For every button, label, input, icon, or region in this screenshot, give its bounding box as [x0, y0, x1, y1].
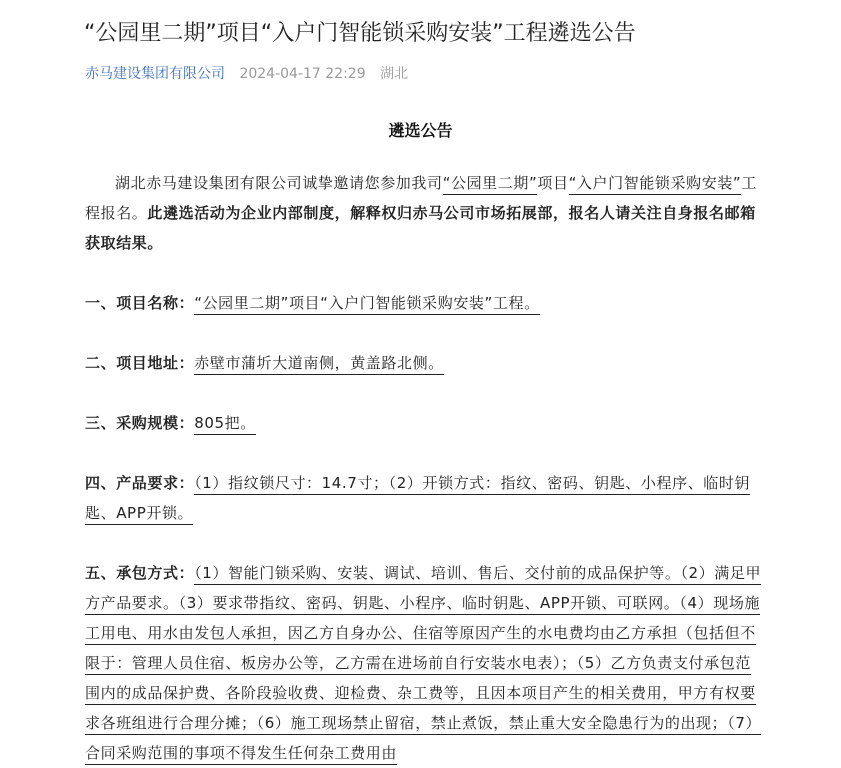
article-title: “公园里二期”项目“入户门智能锁采购安装”工程遴选公告	[84, 21, 636, 46]
section-contract-method	[85, 558, 765, 768]
section-label: 二、项目地址：	[85, 354, 195, 372]
section-product-requirements	[85, 468, 765, 528]
intro-project-name: “公园里二期”	[443, 174, 538, 195]
section-value: （1）智能门锁采购、安装、调试、培训、售后、交付前的成品保护等。（2）满足甲方产品要求。（3）要求带指纹、密码、钥匙、小程序、临时钥匙、APP开锁、可联网。（4）现场施工用电、用水由发包人承担，因乙方自身办公、住宿等原因产生的水电费均由乙方承担（包括但不限于：管理人员住宿、板房办公等，乙方需在进场前自行安装水电表）；（5）乙方负责支付承包范围内的成品保护费、各阶段验收费、迎检费、杂工费等，且因本项目产生的相关费用，甲方有权要求各班组进行合理分摊；（6）施工现场禁止留宿，禁止煮饭，禁止重大安全隐患行为的出现；（7）合同采购范围的事项不得发生任何杂工费用由	[85, 564, 761, 765]
section-value: 805把。	[194, 414, 256, 435]
section-purchase-scale	[85, 408, 765, 438]
article-meta	[85, 64, 408, 84]
section-value: （1）指纹锁尺寸：14.7寸；（2）开锁方式：指纹、密码、钥匙、小程序、临时钥匙、APP开锁。	[85, 474, 750, 525]
section-label: 五、承包方式：	[85, 564, 195, 582]
section-value: 赤壁市蒲圻大道南侧，黄盖路北侧。	[194, 354, 444, 375]
section-project-address	[85, 348, 765, 378]
intro-bold-notice: 此遴选活动为企业内部制度，解释权归赤马公司市场拓展部，报名人请关注自身报名邮箱获取结果。	[85, 204, 756, 252]
section-label: 一、项目名称：	[85, 294, 195, 312]
section-label: 四、产品要求：	[85, 474, 195, 492]
intro-work-name: “入户门智能锁采购安装”	[569, 174, 742, 195]
notice-heading: 遴选公告	[388, 121, 453, 140]
intro-text-3: 工程报名。	[85, 174, 757, 222]
intro-text-1: 湖北赤马建设集团有限公司诚挚邀请您参加我司	[115, 174, 443, 192]
article-date: 2024-04-17 22:29	[239, 66, 366, 82]
intro-paragraph	[85, 168, 765, 258]
section-value: “公园里二期”项目“入户门智能锁采购安装”工程。	[194, 294, 540, 315]
section-project-name	[85, 288, 765, 318]
article-body	[85, 168, 765, 768]
article-source-link[interactable]: 赤马建设集团有限公司	[85, 66, 225, 82]
intro-text-2: 项目	[537, 174, 569, 192]
section-label: 三、采购规模：	[85, 414, 195, 432]
article-region: 湖北	[380, 66, 409, 82]
